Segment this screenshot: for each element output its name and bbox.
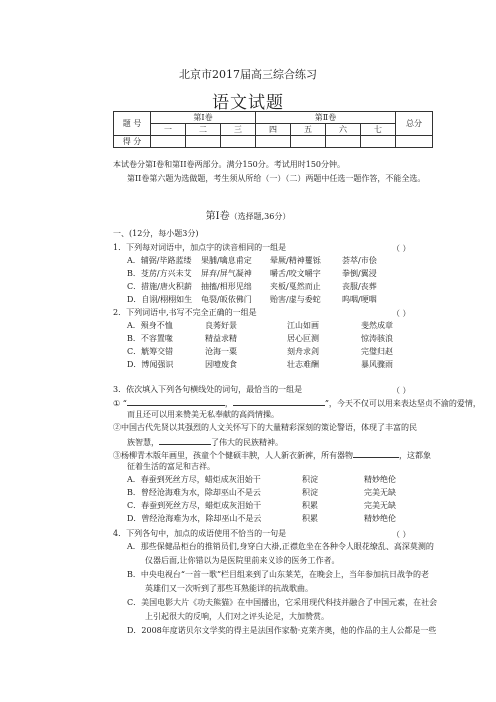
- q4-option-d: D．2008年度诺贝尔文学奖的得主是法国作家勒·克莱齐奥，他的作品的主人公都是一些: [127, 626, 437, 635]
- q3-sentence-2-cont: 族智慧， 了伟大的民族精神。: [127, 438, 283, 447]
- col-header: 三: [221, 124, 256, 136]
- part-1-heading: 一、(12分，每小题3分): [113, 229, 199, 238]
- blank-line: [353, 449, 399, 458]
- q4-stem: 4．下列各句中，加点的成语使用不恰当的一句是: [113, 529, 287, 538]
- juan2-cell: 第Ⅱ卷: [256, 112, 396, 124]
- zongfen-cell: 总分: [396, 112, 433, 136]
- col-header: 二: [186, 124, 221, 136]
- section-title: 第Ⅰ卷: [205, 211, 230, 222]
- q3-sentence-3: ③杨柳青木版年画里，孩童个个健硕丰腴，人人新衣新裤，所有器物 ，这都象: [113, 451, 431, 460]
- score-table: [113, 111, 433, 148]
- q4-option-b: B．中央电视台“一首一歌”栏目组来到了山东莱芜，在晚会上，当年参加抗日战争的老: [127, 570, 430, 579]
- score-cell: [361, 136, 396, 148]
- exam-title: 北京市2017届高三综合练习: [179, 68, 317, 81]
- score-cell: [151, 136, 186, 148]
- q4-option-a: A．那些保健品柜台的推销员们,身穿白大褂,正襟危坐在各种令人眼花缭乱、高深莫测的: [127, 542, 434, 551]
- score-cell: [221, 136, 256, 148]
- notice-2: 第II卷第六题为选做题，考生须从所给（一）（二）两题中任选一题作答，不能全选。: [127, 174, 426, 183]
- tihao-cell: 题 号: [114, 112, 151, 136]
- blank-line: [159, 436, 211, 445]
- score-cell: [326, 136, 361, 148]
- q4-option-c: C．美国电影大片《功夫熊猫》在中国播出，它采用现代科技并融合了中国元素，在社会: [127, 598, 438, 607]
- q3-stem: 3．依次填入下列各句横线处的词句，最恰当的一组是: [113, 385, 303, 394]
- score-cell: [396, 136, 433, 148]
- q3-sentence-1-cont: 而且还可以用来赞美无私奉献的高尚情操。: [127, 410, 279, 419]
- col-header: 五: [291, 124, 326, 136]
- col-header: 六: [326, 124, 361, 136]
- col-header: 四: [256, 124, 291, 136]
- answer-paren: （ ）: [392, 386, 411, 395]
- q2-stem: 2．下列词语中,书写不完全正确的一组是: [113, 308, 257, 317]
- score-cell: [256, 136, 291, 148]
- subject-title: 语文试题: [212, 93, 284, 113]
- q4-option-b-cont: 英雄们又一次听到了那些耳熟能详的抗战歌曲。: [145, 584, 313, 593]
- blank-line: [127, 397, 225, 406]
- q4-option-a-cont: 仪器后面,让你错以为是医院里前来义诊的医务工作者。: [145, 556, 340, 565]
- score-cell: [291, 136, 326, 148]
- defen-cell: 得 分: [114, 136, 151, 148]
- answer-paren: （ ）: [392, 530, 411, 539]
- answer-paren: （ ）: [392, 244, 411, 253]
- q4-option-c-cont: 上引起很大的反响，人们对之评头论足，大加赞赏。: [145, 612, 329, 621]
- q3-sentence-3-cont: 征着生活的富足和吉祥。: [127, 462, 215, 471]
- section-note: （选择题,36分）: [229, 212, 291, 221]
- q3-sentence-2: ②中国古代先贤以其强烈的人文关怀写下的大量精彩深刻的策论警语，体现了丰富的民: [113, 423, 417, 432]
- q3-sentence-1: ① “ ， ”，今天不仅可以用来表达坚贞不渝的爱情，: [113, 399, 481, 408]
- section-heading: [0, 207, 496, 222]
- score-cell: [186, 136, 221, 148]
- notice-1: 本试卷分第Ⅰ卷和第II卷两部分。满分150分。考试用时150分钟。: [113, 160, 346, 169]
- exam-page: 北京市2017届高三综合练习 语文试题 题 号 第Ⅰ卷 第Ⅱ卷 总分 一 二 三 四 五 六 七 得 分 本试卷分第Ⅰ卷和第II卷两部分。满分150分。考试用时150分钟。 第II卷第六题为选做题，考生须从所给（一）（二）两题中任选一题作答，不能全选。 第Ⅰ卷（选择题,36分） 一、(12分，每小题3分) 1．下列每对词语中，加点字的读音相同的一组是 （ ） A．辅弼/毕路蓝缕 果脯/噙息甫定 晕厥/精神矍铄 荟萃/市侩 B．芟苈/方兴未艾 屏弃/屏气凝神 嚼舌/咬文嚼字 拳倒/翼浸 C．措施/唐火积薪 抽搐/相形见绌 夹板/戛然而止 丧服/丧葬 D．自诩/栩栩如生 龟裂/皈依佛门 贻害/虚与委蛇 呜咽/哽咽 2．下列词语中,书写不完全正确的一组是 （ ） A．殒身不恤 良莠好景 江山如画 斐然成章 B．不容置喙 精益求精 居心叵测 惊涛骇浪 C．觥筹交错 沧海一粟 刻舟求剑 完璧归赵 D．博闻强识 因噎废食 壮志难酬 暴风骤雨 3．依次填入下列各句横线处的词句，最恰当的一组是 （ ） ① “ ， ”，今天不仅可以用来表达坚贞不渝的爱情， 而且还可以用来赞美无私奉献的高尚情操。 ②中国古代先贤以其强烈的人文关怀写下的大量精彩深刻的策论警语，体现了丰富的民 族智慧， 了伟大的民族精神。 ③杨柳青木版年画里，孩童个个健硕丰腴，人人新衣新裤，所有器物 ，这都象 征着生活的富足和吉祥。 A．春蚕到死丝方尽，蜡炬成灰泪始干 积淀 精妙绝伦 B．曾经沧海难为水，除却巫山不是云 积淀 完美无缺 C．春蚕到死丝方尽，蜡炬成灰泪始干 积累 完美无缺 D．曾经沧海难为水，除却巫山不是云 积累 精妙绝伦 4．下列各句中，加点的成语使用不恰当的一句是 （ ） A．那些保健品柜台的推销员们,身穿白大褂,正襟危坐在各种令人眼花缭乱、高深莫测的 仪器后面,让你错以为是医院里前来义诊的医务工作者。 B．中央电视台“一首一歌”栏目组来到了山东莱芜，在晚会上，当年参加抗日战争的老 英雄们又一次听到了那些耳熟能详的抗战歌曲。 C．美国电影大片《功夫熊猫》在中国播出，它采用现代科技并融合了中国元素，在社会 上引起很大的反响，人们对之评头论足，大加赞赏。 D．2008年度诺贝尔文学奖的得主是法国作家勒·克莱齐奥，他的作品的主人公都是一些: [0, 0, 496, 702]
- col-header: 七: [361, 124, 396, 136]
- col-header: 一: [151, 124, 186, 136]
- q1-stem: 1．下列每对词语中，加点字的读音相同的一组是: [113, 243, 287, 252]
- juan1-cell: 第Ⅰ卷: [151, 112, 256, 124]
- blank-line: [233, 397, 325, 406]
- answer-paren: （ ）: [392, 309, 411, 318]
